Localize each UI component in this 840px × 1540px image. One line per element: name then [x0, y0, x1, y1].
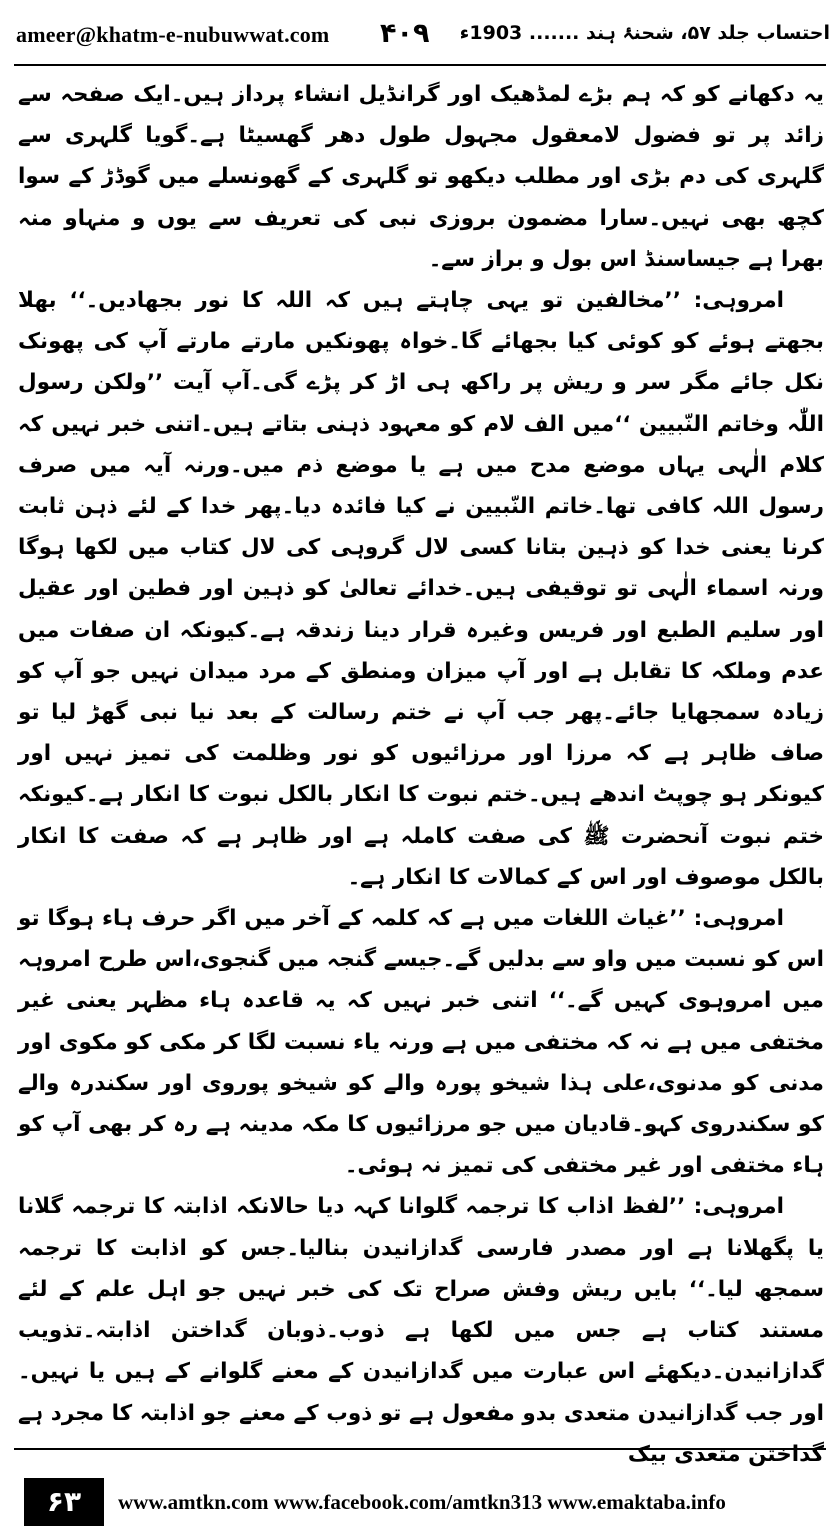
footer-divider [14, 1448, 826, 1450]
header-page-number: ۴۰۹ [380, 18, 430, 49]
footer-page-number: ۶۳ [24, 1478, 104, 1526]
paragraph-3: امروہی: ’’غیاث اللغات میں ہے کہ کلمہ کے آخر میں اگر حرف ہاء ہوگا تو اس کو نسبت میں واو سے بدلیں گے۔جیسے گنجہ میں گنجوی،اس طرح امروہہ میں امروہوی کہیں گے۔‘‘ اتنی خبر نہیں کہ یہ قاعدہ ہاء مظہر یعنی غیر مختفی میں ہے نہ کہ مختفی میں ہے ورنہ یاء نسبت لگا کر مکی کو مکوی اور مدنی کو مدنوی،علی ہذا شیخو پورہ والے کو شیخو پوروی اور سکندرہ والے کو سکندروی کہو۔قادیان میں جو مرزائیوں کا مکہ مدینہ ہے رہ کر بھی آپ کو ہاء مختفی اور غیر مختفی کی تمیز نہ ہوئی۔ [18, 906, 824, 1179]
footer-links[interactable]: www.amtkn.com www.facebook.com/amtkn313 www.emaktaba.info [118, 1490, 726, 1514]
paragraph-2: امروہی: ’’مخالفین تو یہی چاہتے ہیں کہ اللہ کا نور بجھادیں۔‘‘ بھلا بجھتے ہوئے کو کوئی کیا بجھائے گا۔خواہ پھونکیں مارتے مارتے آپ کی پھونک نکل جائے مگر سر و ریش پر راکھ ہی اڑ کر پڑے گی۔آپ آیت ’’ولکن رسول اللّٰہ وخاتم النّبیین ‘‘میں الف لام کو معہود ذہنی بتاتے ہیں۔اتنی خبر نہیں کہ کلام الٰہی یہاں موضع مدح میں ہے یا موضع ذم میں۔ورنہ آیہ میں صرف رسول اللہ کافی تھا۔خاتم النّبیین نے کیا فائدہ دیا۔پھر خدا کے لئے ذہن ثابت کرنا یعنی خدا کو ذہین بتانا کسی لال گروہی کی لال کتاب میں لکھا ہوگا ورنہ اسماء الٰہی تو توقیفی ہیں۔خدائے تعالیٰ کو ذہین اور فطین اور عقیل اور سلیم الطبع اور فریس وغیرہ قرار دینا زندقہ ہے۔کیونکہ ان صفات میں عدم وملکہ کا تقابل ہے اور آپ میزان ومنطق کے مرد میدان نہیں جو آپ کو زیادہ سمجھایا جائے۔پھر جب آپ نے ختم رسالت کے بعد نیا نبی گھڑ لیا تو صاف ظاہر ہے کہ مرزا اور مرزائیوں کو نور وظلمت کی تمیز نہیں اور کیونکر ہو چوپٹ اندھے ہیں۔ختم نبوت کا انکار بالکل نبوت کا انکار ہے۔کیونکہ ختم نبوت آنحضرت ﷺ کی صفت کاملہ ہے اور ظاہر ہے کہ صفت کا انکار بالکل موصوف اور اس کے کمالات کا انکار ہے۔ [18, 288, 824, 890]
page-body [18, 74, 824, 1467]
header-book-title: احتساب جلد ۵۷، شحنۂ ہند ....... 1903ء [459, 22, 830, 44]
header-email[interactable]: ameer@khatm-e-nubuwwat.com [16, 22, 330, 47]
paragraph-1: یہ دکھانے کو کہ ہم بڑے لمڈھیک اور گرانڈیل انشاء پرداز ہیں۔ایک صفحہ سے زائد پر تو فضول لامعقول مجہول طول دھر گھسیٹا ہے۔گویا گلہری سے گلہری کی دم بڑی اور مطلب دیکھو تو گلہری کے گھونسلے میں گوڈڑ کے سوا کچھ بھی نہیں۔سارا مضمون بروزی نبی کی تعریف سے یوں و منہاو منہ بھرا ہے جیساسنڈ اس بول و براز سے۔ [18, 82, 824, 272]
page-header [0, 0, 840, 74]
page-footer [0, 1448, 840, 1540]
paragraph-4: امروہی: ’’لفظ اذاب کا ترجمہ گلوانا کہہ دیا حالانکہ اذابتہ کا ترجمہ گلانا یا پگھلانا ہے اور مصدر فارسی گدازانیدن بنالیا۔جس کو اذابت کا ترجمہ سمجھ لیا۔‘‘ بایں ریش وفش صراح تک کی خبر نہیں جو اہل علم کے لئے مستند کتاب ہے جس میں لکھا ہے ذوب۔ذوبان گداختن اذابتہ۔تذویب گدازانیدن۔دیکھئے اس عبارت میں گدازانیدن کے معنے گلوانے کے ہیں یا نہیں۔اور جب گدازانیدن متعدی بدو مفعول ہے تو ذوب کے معنے جو اذابتہ کا مجرد ہے گداختن متعدی بیک [18, 1194, 824, 1467]
header-divider [14, 64, 826, 66]
